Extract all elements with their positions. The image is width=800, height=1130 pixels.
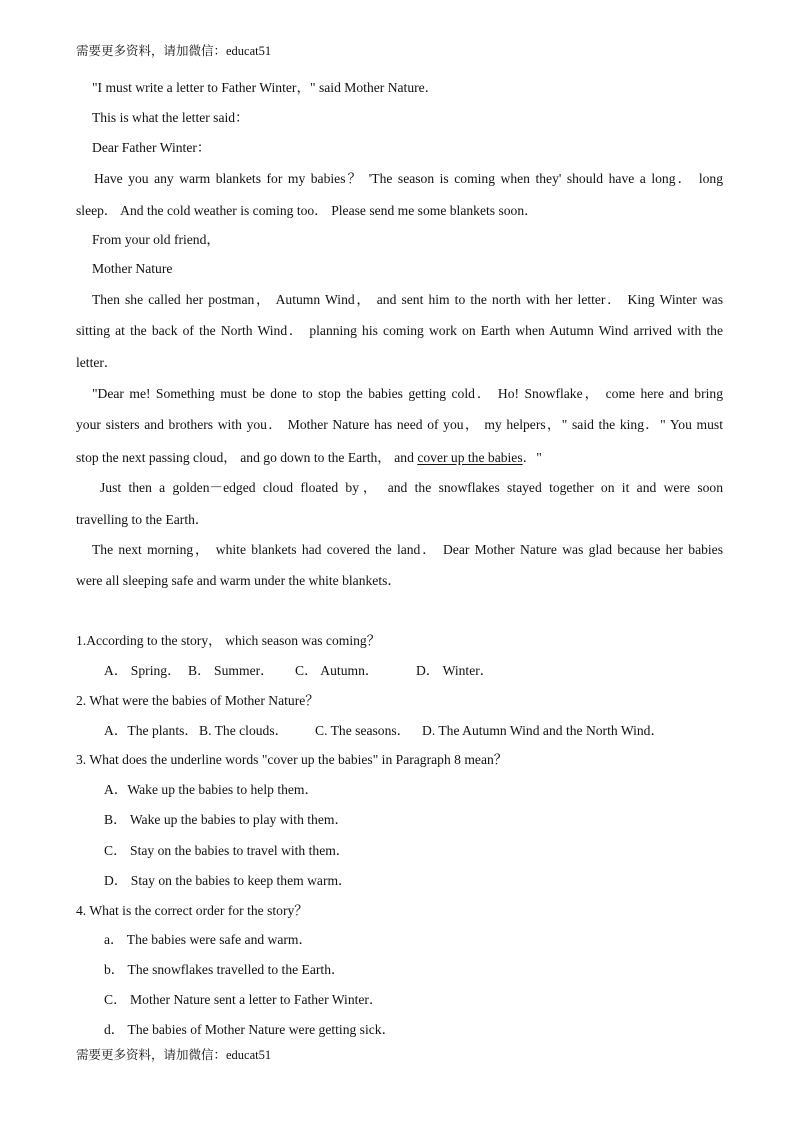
question-1: 1.According to the story， which season was coming？ [76, 633, 381, 648]
story-line: sitting at the back of the North Wind． planning his coming work on Earth when Autumn Wind arrived with the [76, 323, 723, 338]
question-1-options [104, 662, 493, 680]
option-c: C． Autumn． [295, 663, 379, 678]
underlined-phrase: cover up the babies [417, 450, 523, 465]
story-line: your sisters and brothers with you． Mother Nature has need of you， my helpers，" said the king．" You must [76, 417, 723, 432]
option-d: D. The Autumn Wind and the North Wind． [422, 723, 665, 738]
story-line: travelling to the Earth． [76, 512, 209, 527]
question-2: 2. What were the babies of Mother Nature？ [76, 693, 319, 708]
question-2-options [104, 722, 664, 740]
story-line: "Dear me! Something must be done to stop the babies getting cold． Ho! Snowflake， come here and bring [92, 386, 723, 401]
option-b: B． Wake up the babies to play with them． [104, 812, 349, 827]
page-footer: 需要更多资料，请加微信：educat51 [76, 1048, 272, 1062]
story-line: were all sleeping safe and warm under the white blankets． [76, 573, 402, 588]
option-a: A．Wake up the babies to help them． [104, 782, 319, 797]
story-line [76, 449, 542, 467]
order-item-c: C． Mother Nature sent a letter to Father Winter． [104, 992, 383, 1007]
story-line: The next morning， white blankets had covered the land． Dear Mother Nature was glad because her babies [92, 542, 723, 557]
option-b: B. The clouds． [199, 723, 289, 738]
letter-closing: From your old friend， [92, 232, 220, 247]
letter-signature: Mother Nature [92, 261, 173, 276]
option-c: C． Stay on the babies to travel with them． [104, 843, 350, 858]
story-line: letter． [76, 355, 118, 370]
option-b: B． Summer． [188, 663, 274, 678]
story-line: "I must write a letter to Father Winter，" said Mother Nature． [92, 80, 439, 95]
option-d: D． Winter． [416, 663, 494, 678]
option-c: C. The seasons． [315, 723, 411, 738]
letter-body-line: sleep． And the cold weather is coming too． Please send me some blankets soon． [76, 203, 538, 218]
page-header: 需要更多资料，请加微信：educat51 [76, 44, 272, 58]
letter-body-line: Have you any warm blankets for my babies？ 'The season is coming when they' should have a long． long [94, 171, 723, 186]
story-text: stop the next passing cloud， and go down to the Earth， and [76, 450, 418, 465]
story-line: Then she called her postman， Autumn Wind， and sent him to the north with her letter． King Winter was [92, 292, 723, 307]
question-4: 4. What is the correct order for the story？ [76, 903, 308, 918]
story-text: ．" [522, 450, 542, 465]
question-3: 3. What does the underline words "cover up the babies" in Paragraph 8 mean？ [76, 752, 508, 767]
option-a: A．The plants． [104, 723, 199, 738]
option-a: A． Spring． [104, 663, 181, 678]
order-item-d: d． The babies of Mother Nature were getting sick． [104, 1022, 396, 1037]
order-item-b: b． The snowflakes travelled to the Earth． [104, 962, 345, 977]
story-line: Just then a golden－edged cloud floated by， and the snowflakes stayed together on it and were soon [100, 480, 723, 495]
letter-salutation: Dear Father Winter： [92, 140, 211, 155]
order-item-a: a． The babies were safe and warm． [104, 932, 313, 947]
story-line: This is what the letter said： [92, 110, 249, 125]
option-d: D． Stay on the babies to keep them warm． [104, 873, 352, 888]
